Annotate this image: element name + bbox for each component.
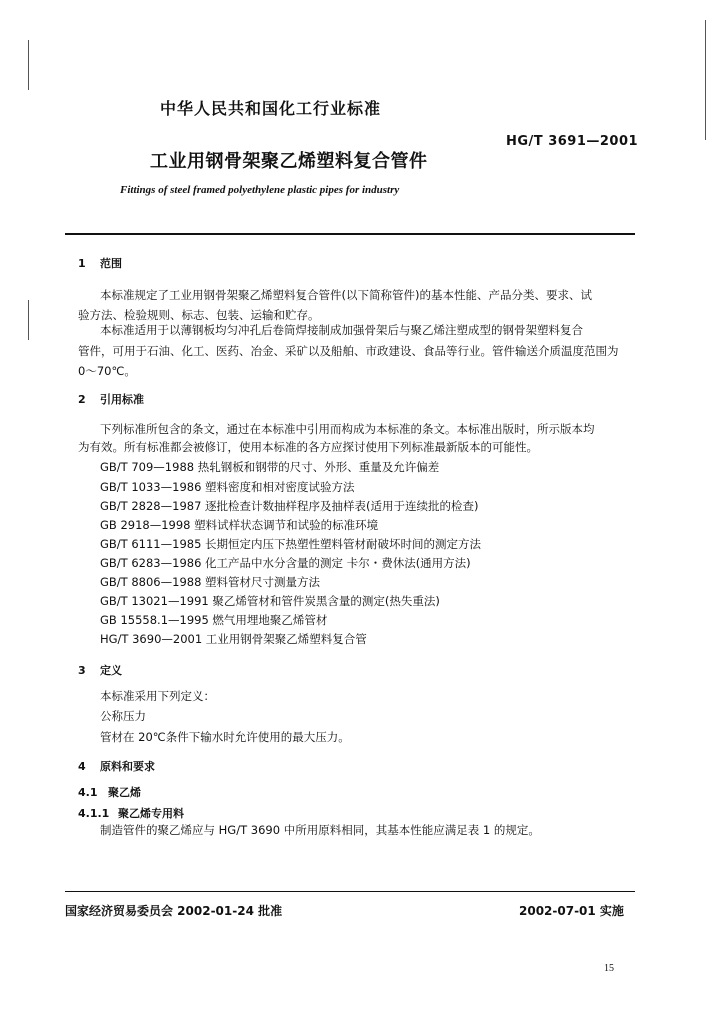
section-1-paragraph-2-line-3: 0～70℃。 (78, 364, 136, 378)
section-1-paragraph-2-line-1: 本标准适用于以薄钢板均匀冲孔后卷筒焊接制成加强骨架后与聚乙烯注塑成型的钢骨架塑料复合 (100, 323, 583, 337)
subsection-4-1-heading (78, 784, 141, 800)
section-1-paragraph-1-line-2: 验方法、检验规则、标志、包装、运输和贮存。 (78, 308, 320, 322)
section-1-heading (78, 255, 122, 271)
section-number: 1 (78, 257, 86, 270)
section-number: 3 (78, 664, 86, 677)
section-1-paragraph-2-line-2: 管件，可用于石油、化工、医药、冶金、采矿以及船舶、市政建设、食品等行业。管件输送介质温度范围为 (78, 344, 619, 358)
subsection-number: 4.1.1 (78, 807, 110, 820)
section-number: 2 (78, 393, 86, 406)
section-2-intro-line-1: 下列标准所包含的条文，通过在本标准中引用而构成为本标准的条文。本标准出版时，所示版本均 (100, 422, 595, 436)
reference-item: GB/T 1033—1986 塑料密度和相对密度试验方法 (100, 480, 355, 494)
scan-mark (705, 20, 706, 140)
implementation-date: 2002-07-01 实施 (519, 904, 624, 918)
reference-item: GB 15558.1—1995 燃气用埋地聚乙烯管材 (100, 613, 328, 627)
header-divider (65, 233, 635, 235)
subsection-number: 4.1 (78, 786, 98, 799)
reference-item: GB/T 2828—1987 逐批检查计数抽样程序及抽样表(适用于连续批的检查) (100, 499, 479, 513)
reference-item: GB 2918—1998 塑料试样状态调节和试验的标准环境 (100, 518, 379, 532)
section-2-intro-line-2: 为有效。所有标准都会被修订，使用本标准的各方应探讨使用下列标准最新版本的可能性。 (78, 440, 538, 454)
section-4-heading (78, 758, 155, 774)
section-title: 原料和要求 (100, 760, 155, 773)
section-3-heading (78, 662, 122, 678)
approval-line: 国家经济贸易委员会 2002-01-24 批准 (65, 904, 283, 918)
document-title-en: Fittings of steel framed polyethylene plastic pipes for industry (120, 184, 400, 196)
section-1-paragraph-1-line-1: 本标准规定了工业用钢骨架聚乙烯塑料复合管件(以下简称管件)的基本性能、产品分类、要求、试 (100, 288, 592, 302)
section-3-intro: 本标准采用下列定义： (100, 689, 215, 703)
reference-item: GB/T 709—1988 热轧钢板和钢带的尺寸、外形、重量及允许偏差 (100, 460, 440, 474)
subsection-4-1-1-heading (78, 805, 184, 821)
section-2-heading (78, 391, 144, 407)
subsection-title: 聚乙烯 (108, 786, 141, 799)
reference-item: GB/T 8806—1988 塑料管材尺寸测量方法 (100, 575, 321, 589)
reference-item: GB/T 6283—1986 化工产品中水分含量的测定 卡尔・费休法(通用方法) (100, 556, 471, 570)
definition-text: 管材在 20℃条件下输水时允许使用的最大压力。 (100, 730, 350, 744)
document-title-zh: 工业用钢骨架聚乙烯塑料复合管件 (150, 151, 428, 172)
issuing-organization: 中华人民共和国化工行业标准 (160, 99, 382, 118)
reference-item: GB/T 6111—1985 长期恒定内压下热塑性塑料管材耐破坏时间的测定方法 (100, 537, 482, 551)
footer-divider (65, 891, 635, 892)
scan-mark (28, 300, 29, 340)
section-number: 4 (78, 760, 86, 773)
subsection-4-1-1-text: 制造管件的聚乙烯应与 HG/T 3690 中所用原料相同，其基本性能应满足表 1 的规定。 (100, 823, 540, 837)
subsection-title: 聚乙烯专用料 (118, 807, 184, 820)
scan-mark (28, 40, 29, 90)
standard-code: HG/T 3691—2001 (506, 134, 639, 149)
reference-item: GB/T 13021—1991 聚乙烯管材和管件炭黑含量的测定(热失重法) (100, 594, 440, 608)
section-title: 范围 (100, 257, 122, 270)
reference-item: HG/T 3690—2001 工业用钢骨架聚乙烯塑料复合管 (100, 632, 367, 646)
definition-term: 公称压力 (100, 709, 146, 723)
section-title: 引用标准 (100, 393, 144, 406)
section-title: 定义 (100, 664, 122, 677)
page-number: 15 (604, 963, 614, 974)
